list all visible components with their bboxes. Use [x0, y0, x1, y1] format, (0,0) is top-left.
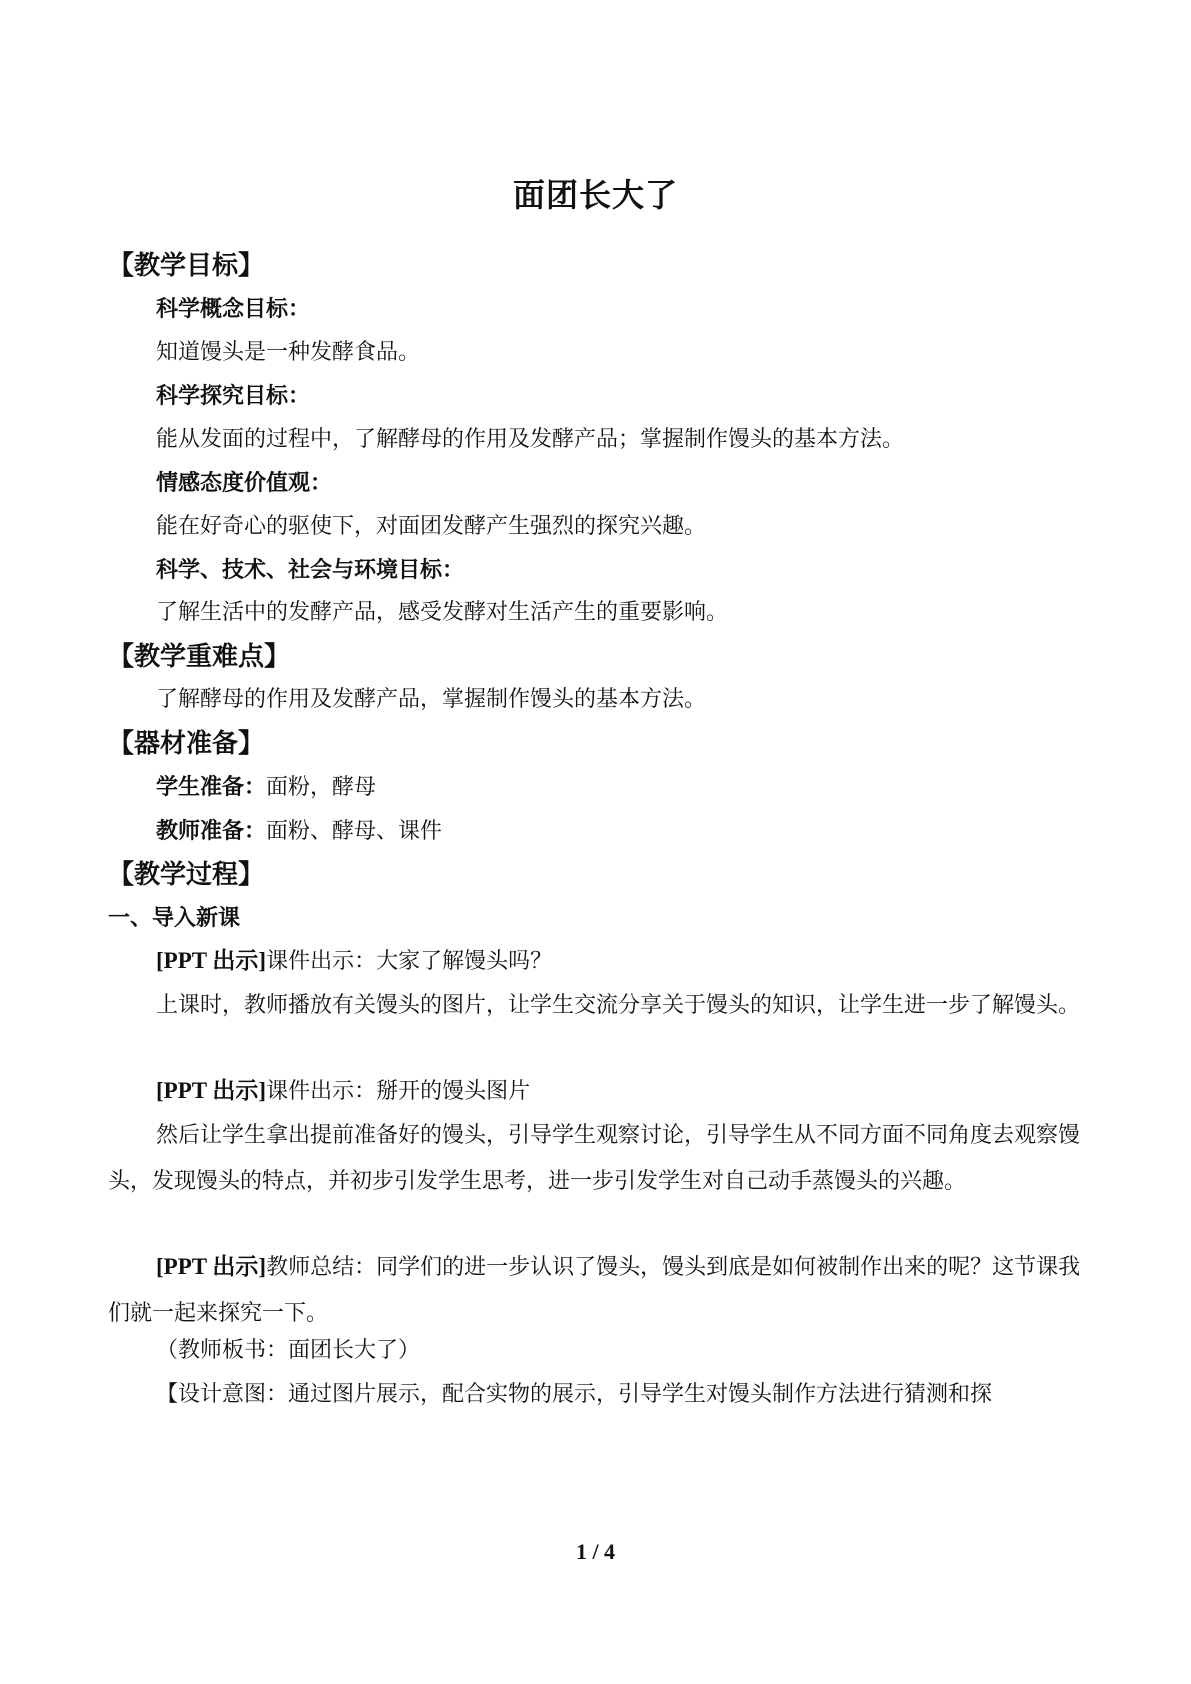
stse-goal-heading: 科学、技术、社会与环境目标：	[156, 557, 465, 583]
inquiry-goal-text: 能从发面的过程中，了解酵母的作用及发酵产品；掌握制作馒头的基本方法。	[156, 427, 905, 452]
page-number: 1 / 4	[575, 1539, 616, 1564]
student-materials-value: 面粉，酵母	[266, 775, 377, 800]
page-title: 面团长大了	[512, 176, 678, 214]
ppt-tag: [PPT 出示]	[156, 948, 267, 973]
step-heading-intro: 一、导入新课	[108, 905, 241, 931]
inquiry-goal-heading: 科学探究目标：	[156, 383, 311, 409]
section-heading-process: 【教学过程】	[108, 860, 265, 890]
ppt-line-1	[156, 946, 552, 977]
paragraph-3-text: 教师总结：同学们的进一步认识了馒头，馒头到底是如何被制作出来的呢？这节课我们就一起来探究一下。	[108, 1255, 1081, 1326]
ppt-line-1-text: 课件出示：大家了解馒头吗？	[266, 949, 553, 974]
concept-goal-text: 知道馒头是一种发酵食品。	[156, 340, 421, 365]
ppt-tag: [PPT 出示]	[156, 1254, 267, 1279]
stse-goal-text: 了解生活中的发酵产品，感受发酵对生活产生的重要影响。	[156, 600, 729, 625]
section-heading-keypoints: 【教学重难点】	[108, 642, 291, 672]
student-materials-label: 学生准备：	[156, 774, 267, 800]
teacher-materials-label: 教师准备：	[156, 818, 267, 844]
paragraph-3	[108, 1244, 1088, 1337]
attitude-goal-text: 能在好奇心的驱使下，对面团发酵产生强烈的探究兴趣。	[156, 514, 707, 539]
teacher-materials-value: 面粉、酵母、课件	[266, 819, 443, 844]
attitude-goal-heading: 情感态度价值观：	[156, 470, 333, 496]
paragraph-2: 然后让学生拿出提前准备好的馒头，引导学生观察讨论，引导学生从不同方面不同角度去观察馒头，发现馒头的特点，并初步引发学生思考，进一步引发学生对自己动手蒸馒头的兴趣。	[108, 1123, 1081, 1194]
design-intent: 【设计意图：通过图片展示，配合实物的展示，引导学生对馒头制作方法进行猜测和探	[156, 1382, 993, 1407]
board-note: （教师板书：面团长大了）	[156, 1338, 421, 1363]
teacher-materials	[156, 816, 442, 847]
ppt-line-2-text: 课件出示：掰开的馒头图片	[266, 1079, 531, 1104]
paragraph-1: 上课时，教师播放有关馒头的图片，让学生交流分享关于馒头的知识，让学生进一步了解馒头。	[156, 993, 1081, 1018]
student-materials	[156, 772, 376, 803]
concept-goal-heading: 科学概念目标：	[156, 296, 311, 322]
section-heading-objectives: 【教学目标】	[108, 251, 265, 281]
keypoints-text: 了解酵母的作用及发酵产品，掌握制作馒头的基本方法。	[156, 687, 707, 712]
ppt-tag: [PPT 出示]	[156, 1078, 267, 1103]
section-heading-materials: 【器材准备】	[108, 729, 265, 759]
ppt-line-2	[156, 1076, 530, 1107]
